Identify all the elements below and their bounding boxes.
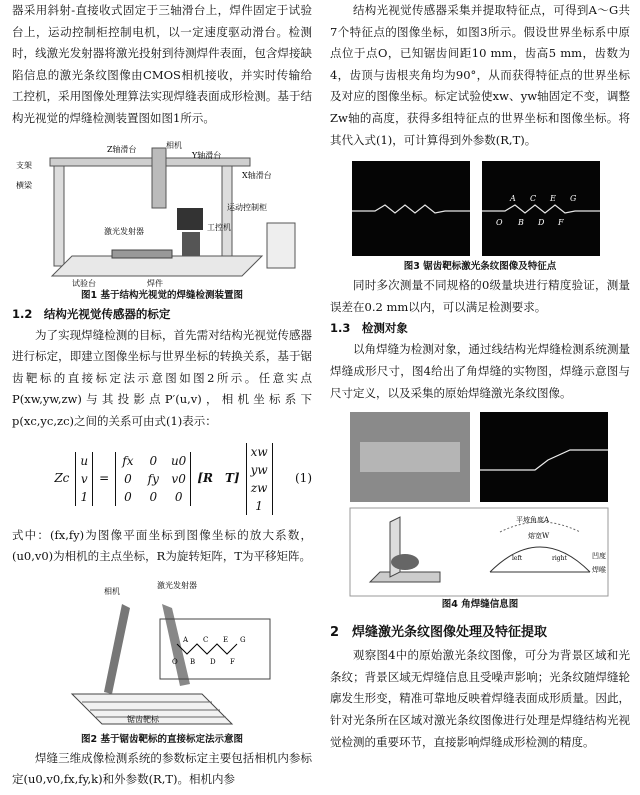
label-camera: 相机 [104,586,120,596]
apparatus-diagram [12,138,312,288]
pt-C: C [530,194,537,204]
label-table: 试验台 [72,278,96,288]
pt-G: G [570,194,577,204]
right-column [330,0,630,753]
paragraph: 式中：(fx,fy)为图像平面坐标到图像坐标的放大系数，(u0,v0)为相机的主点坐标，R为旋转矩阵，T为平移矩阵。 [12,527,312,564]
label-camera: 相机 [166,140,182,150]
paragraph: 为了实现焊缝检测的目标，首先需对结构光视觉传感器进行标定，即建立图像坐标与世界坐标的转换关系，基于锯齿靶标的直接标定法示意图如图2所示。任意实点P(xw,yw,zw)与其投影点P′(u,v)，相机坐标系下p(xc,yc,zc)之间的关系可由式(1)表示： [12,327,312,428]
paragraph: 观察图4中的原始激光条纹图像，可分为背景区域和光条纹；背景区域无焊缝信息且受噪声影响；光条纹随焊缝轮廓发生形变，精准可靠地反映着焊缝表面成形质量。因此，针对光条所在区域对激光条纹图像进行处理是焊缝结构光视觉检测的重要环节，直接影响焊缝成形检测的精度。 [330,648,630,749]
left-column [12,0,312,791]
pt-D: D [538,218,545,228]
label-motion: 运动控制柜 [227,202,267,212]
section-heading: 1.2 结构光视觉传感器的标定 [12,306,171,321]
label-target: 锯齿靶标 [127,714,159,724]
label-laser: 激光发射器 [157,580,197,590]
figure-2-caption: 图2 基于锯齿靶标的直接标定法示意图 [81,733,243,745]
label-angle: 平坡角度A [516,516,550,525]
eq-lhs: Zc [54,470,70,485]
label-laser: 激光发射器 [104,226,144,236]
laser-stripe-images [330,161,630,259]
figure-4-caption: 图4 角焊缝信息图 [441,599,519,611]
vector-uv1: u v 1 [75,452,93,506]
label-left: left [512,555,523,563]
pt-A: A [183,635,189,644]
figure-3-caption: 图3 锯齿靶标激光条纹图像及特征点 [403,261,557,273]
label-bracket: 支架 [16,160,32,170]
paragraph: 同时多次测量不同规格的0级量块进行精度验证，测量误差在0.2 mm以内，可以满足检测要求。 [330,278,630,314]
pt-E: E [223,635,229,644]
figure-3 [330,161,630,259]
label-weld: 焊件 [147,278,163,288]
equation-number: (1) [295,470,312,485]
pt-G: G [240,635,246,644]
figure-1-caption: 图1 基于结构光视觉的焊缝检测装置图 [81,289,243,301]
pt-F: F [558,218,564,228]
figure-2 [12,574,312,732]
pt-O: O [172,657,178,666]
pt-B: B [518,218,524,228]
pt-E: E [550,194,556,204]
paragraph: 焊缝三维成像检测系统的参数标定主要包括相机内参标定(u0,v0,fx,fy,k)和外参数(R,T)。相机内参 [12,750,312,787]
equation-1: Zc u v 1 = fx 0 u0 0 fy v0 0 0 0 [R T] xw yw zw 1 (1) [54,444,312,513]
paragraph: 结构光视觉传感器采集并提取特征点，可得到A～G共7个特征点的图像坐标，如图3所示。假设世界坐标系中原点位于点O，已知锯齿间距10 mm，齿高5 mm，齿数为4，齿顶与齿根夹角均为90°，从而获得特征点的世界坐标及对应的图像坐标。标定试验使xw、yw轴固定不变，调整Zw轴的高度，获得多组特征点的世界坐标和图像坐标。将其代入式(1)，可计算得到外参数(R,T)。 [330,3,630,147]
figure-1 [12,138,312,288]
intrinsic-matrix: fx 0 u0 0 fy v0 0 0 0 [115,452,191,506]
section-heading: 1.3 检测对象 [330,321,408,336]
label-concave: 凹度 [592,552,606,561]
pt-B: B [190,657,196,666]
pt-D: D [210,657,216,666]
vector-world: xw yw zw 1 [246,443,273,515]
pt-F: F [230,657,235,666]
pt-A: A [510,194,516,204]
extrinsic: [R T] [197,470,240,485]
weld-info-figure [330,412,630,597]
label-throat: 焊喉 [592,566,606,575]
calibration-diagram [12,574,312,732]
label-right: right [552,555,567,563]
label-y: Y轴滑台 [192,150,222,160]
paragraph: 以角焊缝为检测对象，通过线结构光焊缝检测系统测量焊缝成形尺寸，图4给出了角焊缝的实物图，焊缝示意图与尺寸定义，以及采集的原始焊缝激光条纹图像。 [330,342,630,400]
label-z: Z轴滑台 [107,144,137,154]
section-heading: 2 焊缝激光条纹图像处理及特征提取 [330,625,548,641]
paragraph: 器采用斜射-直接收式固定于三轴滑台上，焊件固定于试验台上，运动控制柜控制电机，以一定速度驱动滑台。检测时，线激光发射器将激光投射到待测焊件表面，包含焊接缺陷信息的激光条纹图像由CMOS相机接收，并实时传输给工控机，采用图像处理算法实现焊缝表面成形检测。基于结构光视觉的焊缝检测装置图如图1所示。 [12,3,312,125]
pt-O: O [496,218,503,228]
pt-C: C [203,635,209,644]
label-ipc: 工控机 [207,222,231,232]
label-beam: 横梁 [16,180,32,190]
label-width: 熔宽W [528,532,550,541]
figure-4 [330,412,630,597]
label-x: X轴滑台 [242,170,272,180]
